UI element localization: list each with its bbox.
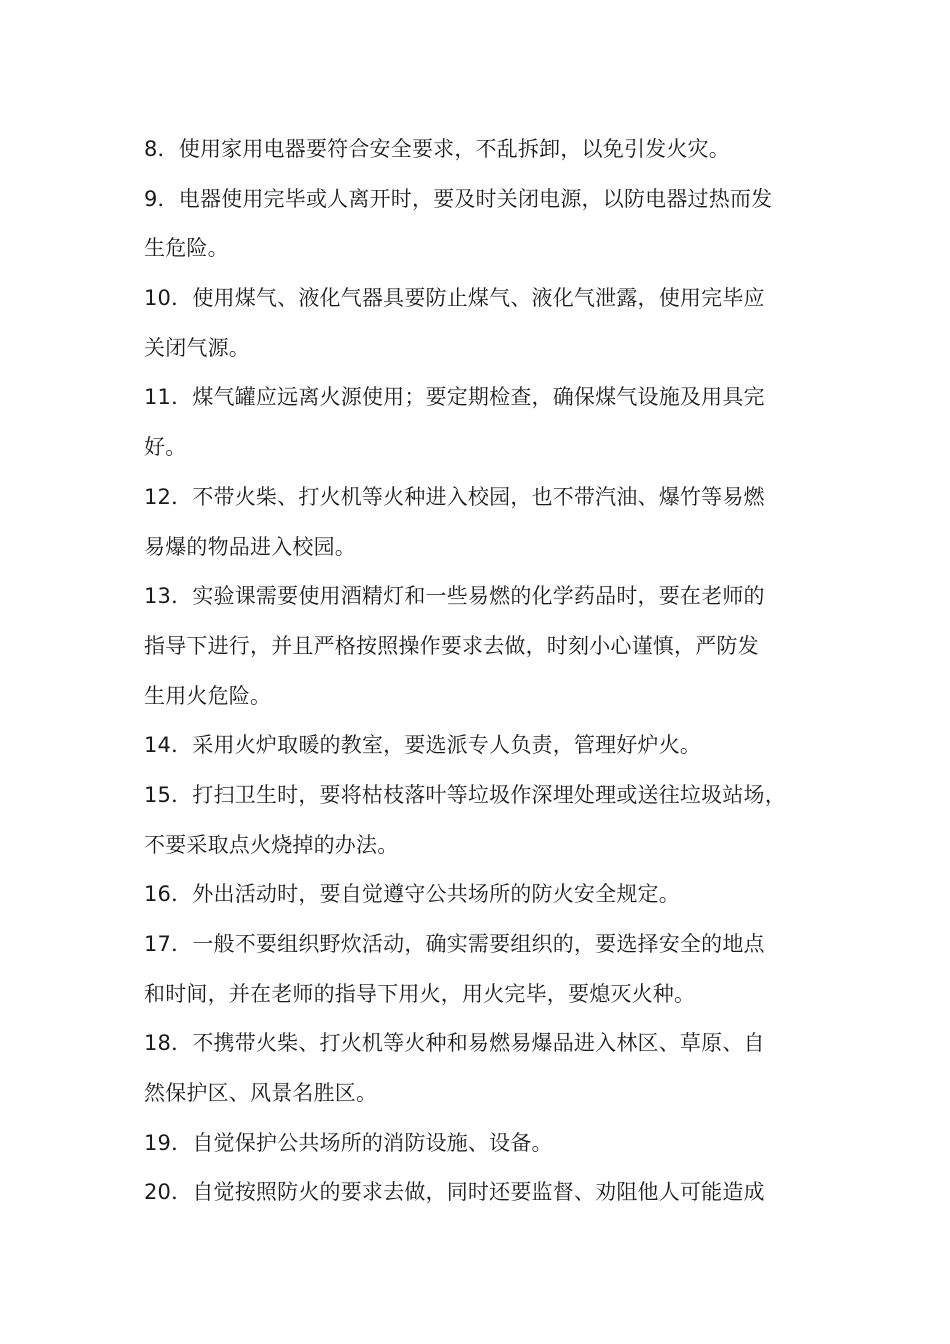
text-line: 18．不携带火柴、打火机等火种和易燃易爆品进入林区、草原、自 <box>144 1031 765 1056</box>
text-line: 易爆的物品进入校园。 <box>144 534 356 559</box>
text-line: 12．不带火柴、打火机等火种进入校园，也不带汽油、爆竹等易燃 <box>144 484 765 509</box>
text-line: 13．实验课需要使用酒精灯和一些易燃的化学药品时，要在老师的 <box>144 584 765 609</box>
text-line: 生用火危险。 <box>144 683 272 708</box>
text-line: 9．电器使用完毕或人离开时，要及时关闭电源，以防电器过热而发 <box>144 186 773 211</box>
text-line: 14．采用火炉取暖的教室，要选派专人负责，管理好炉火。 <box>144 733 702 758</box>
document-body <box>144 125 834 1218</box>
text-line: 指导下进行，并且严格按照操作要求去做，时刻小心谨慎，严防发 <box>144 633 759 658</box>
text-line: 8．使用家用电器要符合安全要求，不乱拆卸，以免引发火灾。 <box>144 137 730 161</box>
text-line: 15．打扫卫生时，要将枯枝落叶等垃圾作深埋处理或送往垃圾站场， <box>144 782 786 807</box>
text-line: 20．自觉按照防火的要求去做，同时还要监督、劝阻他人可能造成 <box>144 1180 765 1205</box>
text-line: 生危险。 <box>144 236 229 261</box>
text-line: 17．一般不要组织野炊活动，确实需要组织的，要选择安全的地点 <box>144 932 765 956</box>
text-line: 和时间，并在老师的指导下用火，用火完毕，要熄灭火种。 <box>144 981 696 1006</box>
text-line: 19．自觉保护公共场所的消防设施、设备。 <box>144 1130 553 1155</box>
text-line: 不要采取点火烧掉的办法。 <box>144 832 399 857</box>
text-line: 好。 <box>144 435 187 460</box>
text-line: 16．外出活动时，要自觉遵守公共场所的防火安全规定。 <box>144 882 680 907</box>
text-line: 11．煤气罐应远离火源使用；要定期检查，确保煤气设施及用具完 <box>144 385 765 410</box>
text-line: 10．使用煤气、液化气器具要防止煤气、液化气泄露，使用完毕应 <box>144 286 765 311</box>
text-line: 关闭气源。 <box>144 335 250 360</box>
text-line: 然保护区、风景名胜区。 <box>144 1081 378 1106</box>
